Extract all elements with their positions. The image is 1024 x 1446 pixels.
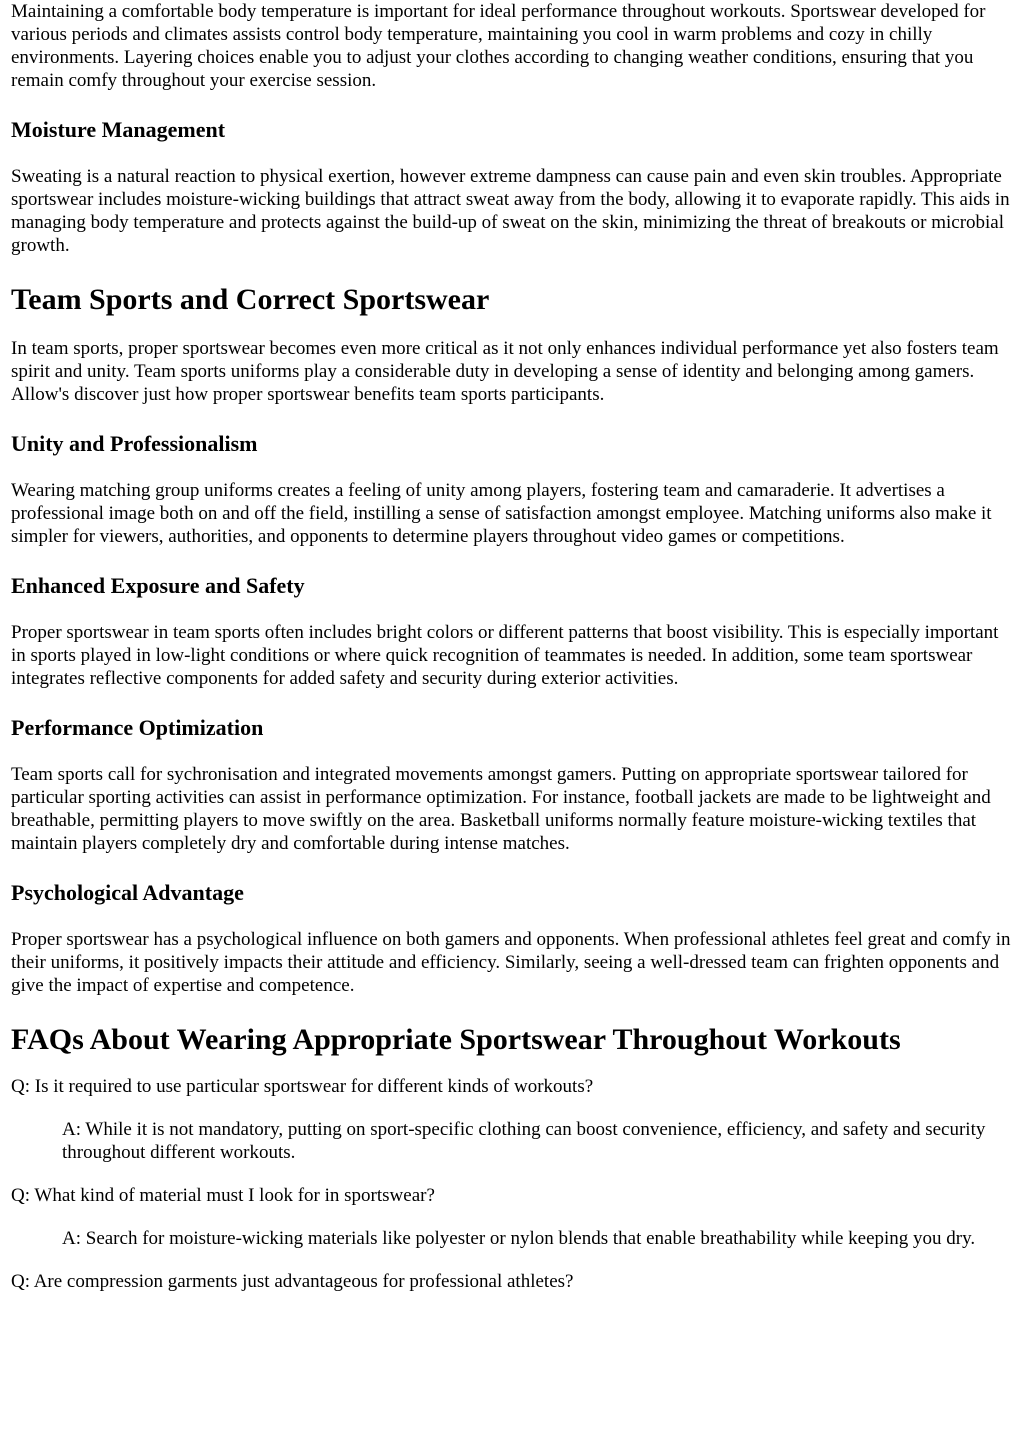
unity-paragraph: Wearing matching group uniforms creates a feeling of unity among players, fostering team and camaraderie. It advertises a professional image both on and off the field, instilling a sense of satisfaction amongst employee. Matching uniforms also make it simpler for viewers, authorities, and opponents to determine players throughout video games or competitions. <box>11 480 992 547</box>
team-sports-paragraph: In team sports, proper sportswear becomes even more critical as it not only enhances individual performance yet also fosters team spirit and unity. Team sports uniforms play a considerable duty in developing a sense of identity and belonging among gamers. Allow's discover just how proper sportswear benefits team sports participants. <box>11 338 999 405</box>
temperature-paragraph: Maintaining a comfortable body temperature is important for ideal performance throughout workouts. Sportswear developed for various periods and climates assists control body temperature, maintaining you cool in warm problems and cozy in chilly environments. Layering choices enable you to adjust your clothes according to changing weather conditions, ensuring that you remain comfy throughout your exercise session. <box>11 1 986 91</box>
team-sports-heading: Team Sports and Correct Sportswear <box>11 283 490 316</box>
psychological-paragraph: Proper sportswear has a psychological influence on both gamers and opponents. When professional athletes feel great and comfy in their uniforms, it positively impacts their attitude and efficiency. Similarly, seeing a well-dressed team can frighten opponents and give the impact of expertise and competence. <box>11 929 1011 996</box>
faq-answer: A: While it is not mandatory, putting on sport-specific clothing can boost convenience, efficiency, and safety and security throughout different workouts. <box>62 1119 986 1163</box>
moisture-management-heading: Moisture Management <box>11 117 226 142</box>
faq-answer: A: Search for moisture-wicking materials like polyester or nylon blends that enable breathability while keeping you dry. <box>62 1228 976 1249</box>
unity-heading: Unity and Professionalism <box>11 431 258 456</box>
exposure-paragraph: Proper sportswear in team sports often includes bright colors or different patterns that boost visibility. This is especially important in sports played in low-light conditions or where quick recognition of teammates is needed. In addition, some team sportswear integrates reflective components for added safety and security during exterior activities. <box>11 622 999 689</box>
faq-heading: FAQs About Wearing Appropriate Sportswear Throughout Workouts <box>11 1023 901 1056</box>
psychological-heading: Psychological Advantage <box>11 880 244 905</box>
faq-question: Q: Are compression garments just advantageous for professional athletes? <box>11 1271 574 1292</box>
performance-paragraph: Team sports call for sychronisation and integrated movements amongst gamers. Putting on appropriate sportswear tailored for particular sporting activities can assist in performance optimization. For instance, football jackets are made to be lightweight and breathable, permitting players to move swiftly on the area. Basketball uniforms normally feature moisture-wicking textiles that maintain players completely dry and comfortable during intense matches. <box>11 764 991 854</box>
exposure-heading: Enhanced Exposure and Safety <box>11 573 305 598</box>
faq-list <box>11 1075 1014 1293</box>
moisture-management-paragraph: Sweating is a natural reaction to physical exertion, however extreme dampness can cause pain and even skin troubles. Appropriate sportswear includes moisture-wicking buildings that attract sweat away from the body, allowing it to evaporate rapidly. This aids in managing body temperature and protects against the build-up of sweat on the skin, minimizing the threat of breakouts or microbial growth. <box>11 166 1010 256</box>
faq-question: Q: Is it required to use particular sportswear for different kinds of workouts? <box>11 1076 594 1097</box>
performance-heading: Performance Optimization <box>11 715 264 740</box>
faq-question: Q: What kind of material must I look for in sportswear? <box>11 1185 435 1206</box>
